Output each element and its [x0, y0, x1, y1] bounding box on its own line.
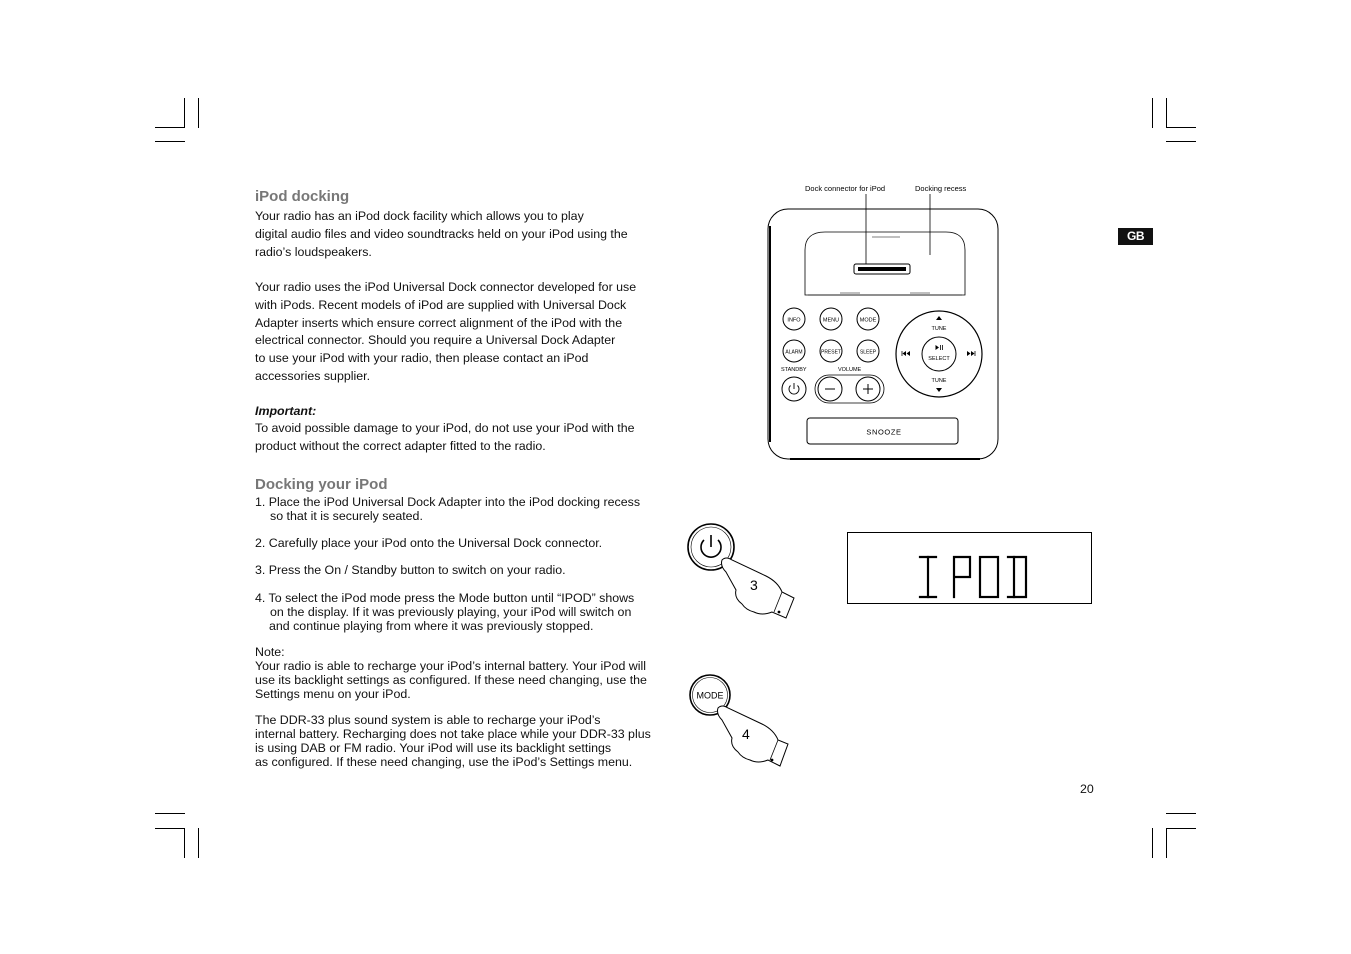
volume-label: VOLUME	[838, 367, 862, 373]
step-text: 1. Place the iPod Universal Dock Adapter into the iPod docking recess	[255, 495, 641, 509]
button-label: MENU	[822, 317, 840, 324]
text-line: internal battery. Recharging does not take place while your DDR-33 plus	[255, 726, 651, 741]
standby-button[interactable]	[782, 377, 806, 401]
select-label: SELECT	[928, 356, 950, 362]
tune-bottom-label: TUNE	[931, 378, 947, 384]
text-line: Your radio is able to recharge your iPod’s internal battery. Your iPod will	[255, 658, 646, 673]
text-line: to use your iPod with your radio, then please contact an iPod	[255, 351, 589, 366]
text-line: accessories supplier.	[255, 368, 371, 383]
alarm-button[interactable]	[783, 340, 805, 362]
volume-down-button[interactable]	[818, 377, 842, 401]
text-line: Adapter inserts which ensure correct alignment of the iPod with the	[255, 315, 623, 330]
sleep-button[interactable]	[857, 340, 879, 362]
note2-block	[255, 714, 675, 770]
mode-press-illustration	[684, 670, 794, 770]
label-dock-connector: Dock connector for iPod	[805, 184, 886, 193]
text-line: radio’s loudspeakers.	[255, 244, 372, 259]
text-line: Your radio has an iPod dock facility which allows you to play	[255, 209, 584, 223]
tune-top-label: TUNE	[931, 326, 947, 332]
step-text: so that it is securely seated.	[270, 508, 423, 523]
step-1	[255, 496, 675, 524]
step-2	[255, 537, 675, 551]
text-line: product without the correct adapter fitted to the radio.	[255, 438, 546, 453]
select-button[interactable]	[922, 337, 956, 371]
button-label: INFO	[787, 317, 801, 324]
text-line: To avoid possible damage to your iPod, do not use your iPod with the	[255, 421, 635, 435]
connector-paragraph	[255, 279, 675, 386]
button-label: ALARM	[785, 349, 803, 356]
snooze-label: SNOOZE	[866, 427, 902, 437]
menu-button[interactable]	[820, 308, 842, 330]
text-line: is using DAB or FM radio. Your iPod will use its backlight settings	[255, 740, 612, 755]
text-line: Settings menu on your iPod.	[255, 686, 411, 701]
dock-connector-shape	[854, 264, 910, 274]
step-text: 3. Press the On / Standby button to switch on your radio.	[255, 563, 566, 577]
section-title-docking-your-ipod: Docking your iPod	[255, 476, 388, 493]
important-label: Important:	[255, 404, 317, 418]
intro-paragraph	[255, 208, 675, 261]
snooze-button[interactable]	[807, 418, 958, 444]
info-button[interactable]	[783, 308, 805, 330]
mode-button[interactable]	[857, 308, 879, 330]
step-text: on the display. If it was previously playing, your iPod will switch on	[270, 604, 632, 619]
step-number-3: 3	[750, 577, 758, 593]
text-line: Your radio uses the iPod Universal Dock connector developed for use	[255, 280, 637, 294]
volume-up-button[interactable]	[856, 377, 880, 401]
mode-label-enlarged: MODE	[696, 690, 724, 701]
page-number: 20	[1080, 782, 1094, 796]
step-text: 2. Carefully place your iPod onto the Universal Dock connector.	[255, 536, 603, 550]
step-text: 4. To select the iPod mode press the Mode button until “IPOD” shows	[255, 591, 635, 605]
note-block	[255, 646, 675, 702]
label-docking-recess: Docking recess	[915, 184, 967, 193]
pointing-hand-icon	[718, 706, 789, 766]
step-4	[255, 592, 675, 634]
preset-button[interactable]	[820, 340, 842, 362]
display-segment-text	[848, 533, 1090, 602]
button-label: PRESET	[820, 349, 842, 356]
text-line: digital audio files and video soundtracks held on your iPod using the	[255, 226, 628, 241]
important-paragraph	[255, 420, 675, 456]
display-text: IPOD	[848, 533, 851, 534]
text-line: electrical connector. Should you require a Universal Dock Adapter	[255, 333, 616, 348]
note-label: Note:	[255, 645, 285, 659]
button-label: SLEEP	[859, 349, 877, 356]
step-number-4: 4	[742, 726, 750, 742]
button-label: MODE	[859, 317, 877, 324]
step-3	[255, 564, 675, 578]
radio-front-diagram	[760, 180, 1010, 465]
text-line: use its backlight settings as configured. If these need changing, use the	[255, 672, 647, 687]
standby-label: STANDBY	[781, 367, 807, 373]
text-line: with iPods. Recent models of iPod are supplied with Universal Dock	[255, 297, 627, 312]
text-line: as configured. If these need changing, use the iPod’s Settings menu.	[255, 754, 633, 769]
language-tab: GB	[1118, 228, 1153, 245]
standby-press-illustration	[682, 518, 802, 624]
step-text: and continue playing from where it was previously stopped.	[269, 618, 594, 633]
section-title-ipod-docking: iPod docking	[255, 188, 350, 205]
text-line: The DDR-33 plus sound system is able to recharge your iPod’s	[255, 713, 601, 727]
lcd-display	[847, 532, 1092, 604]
